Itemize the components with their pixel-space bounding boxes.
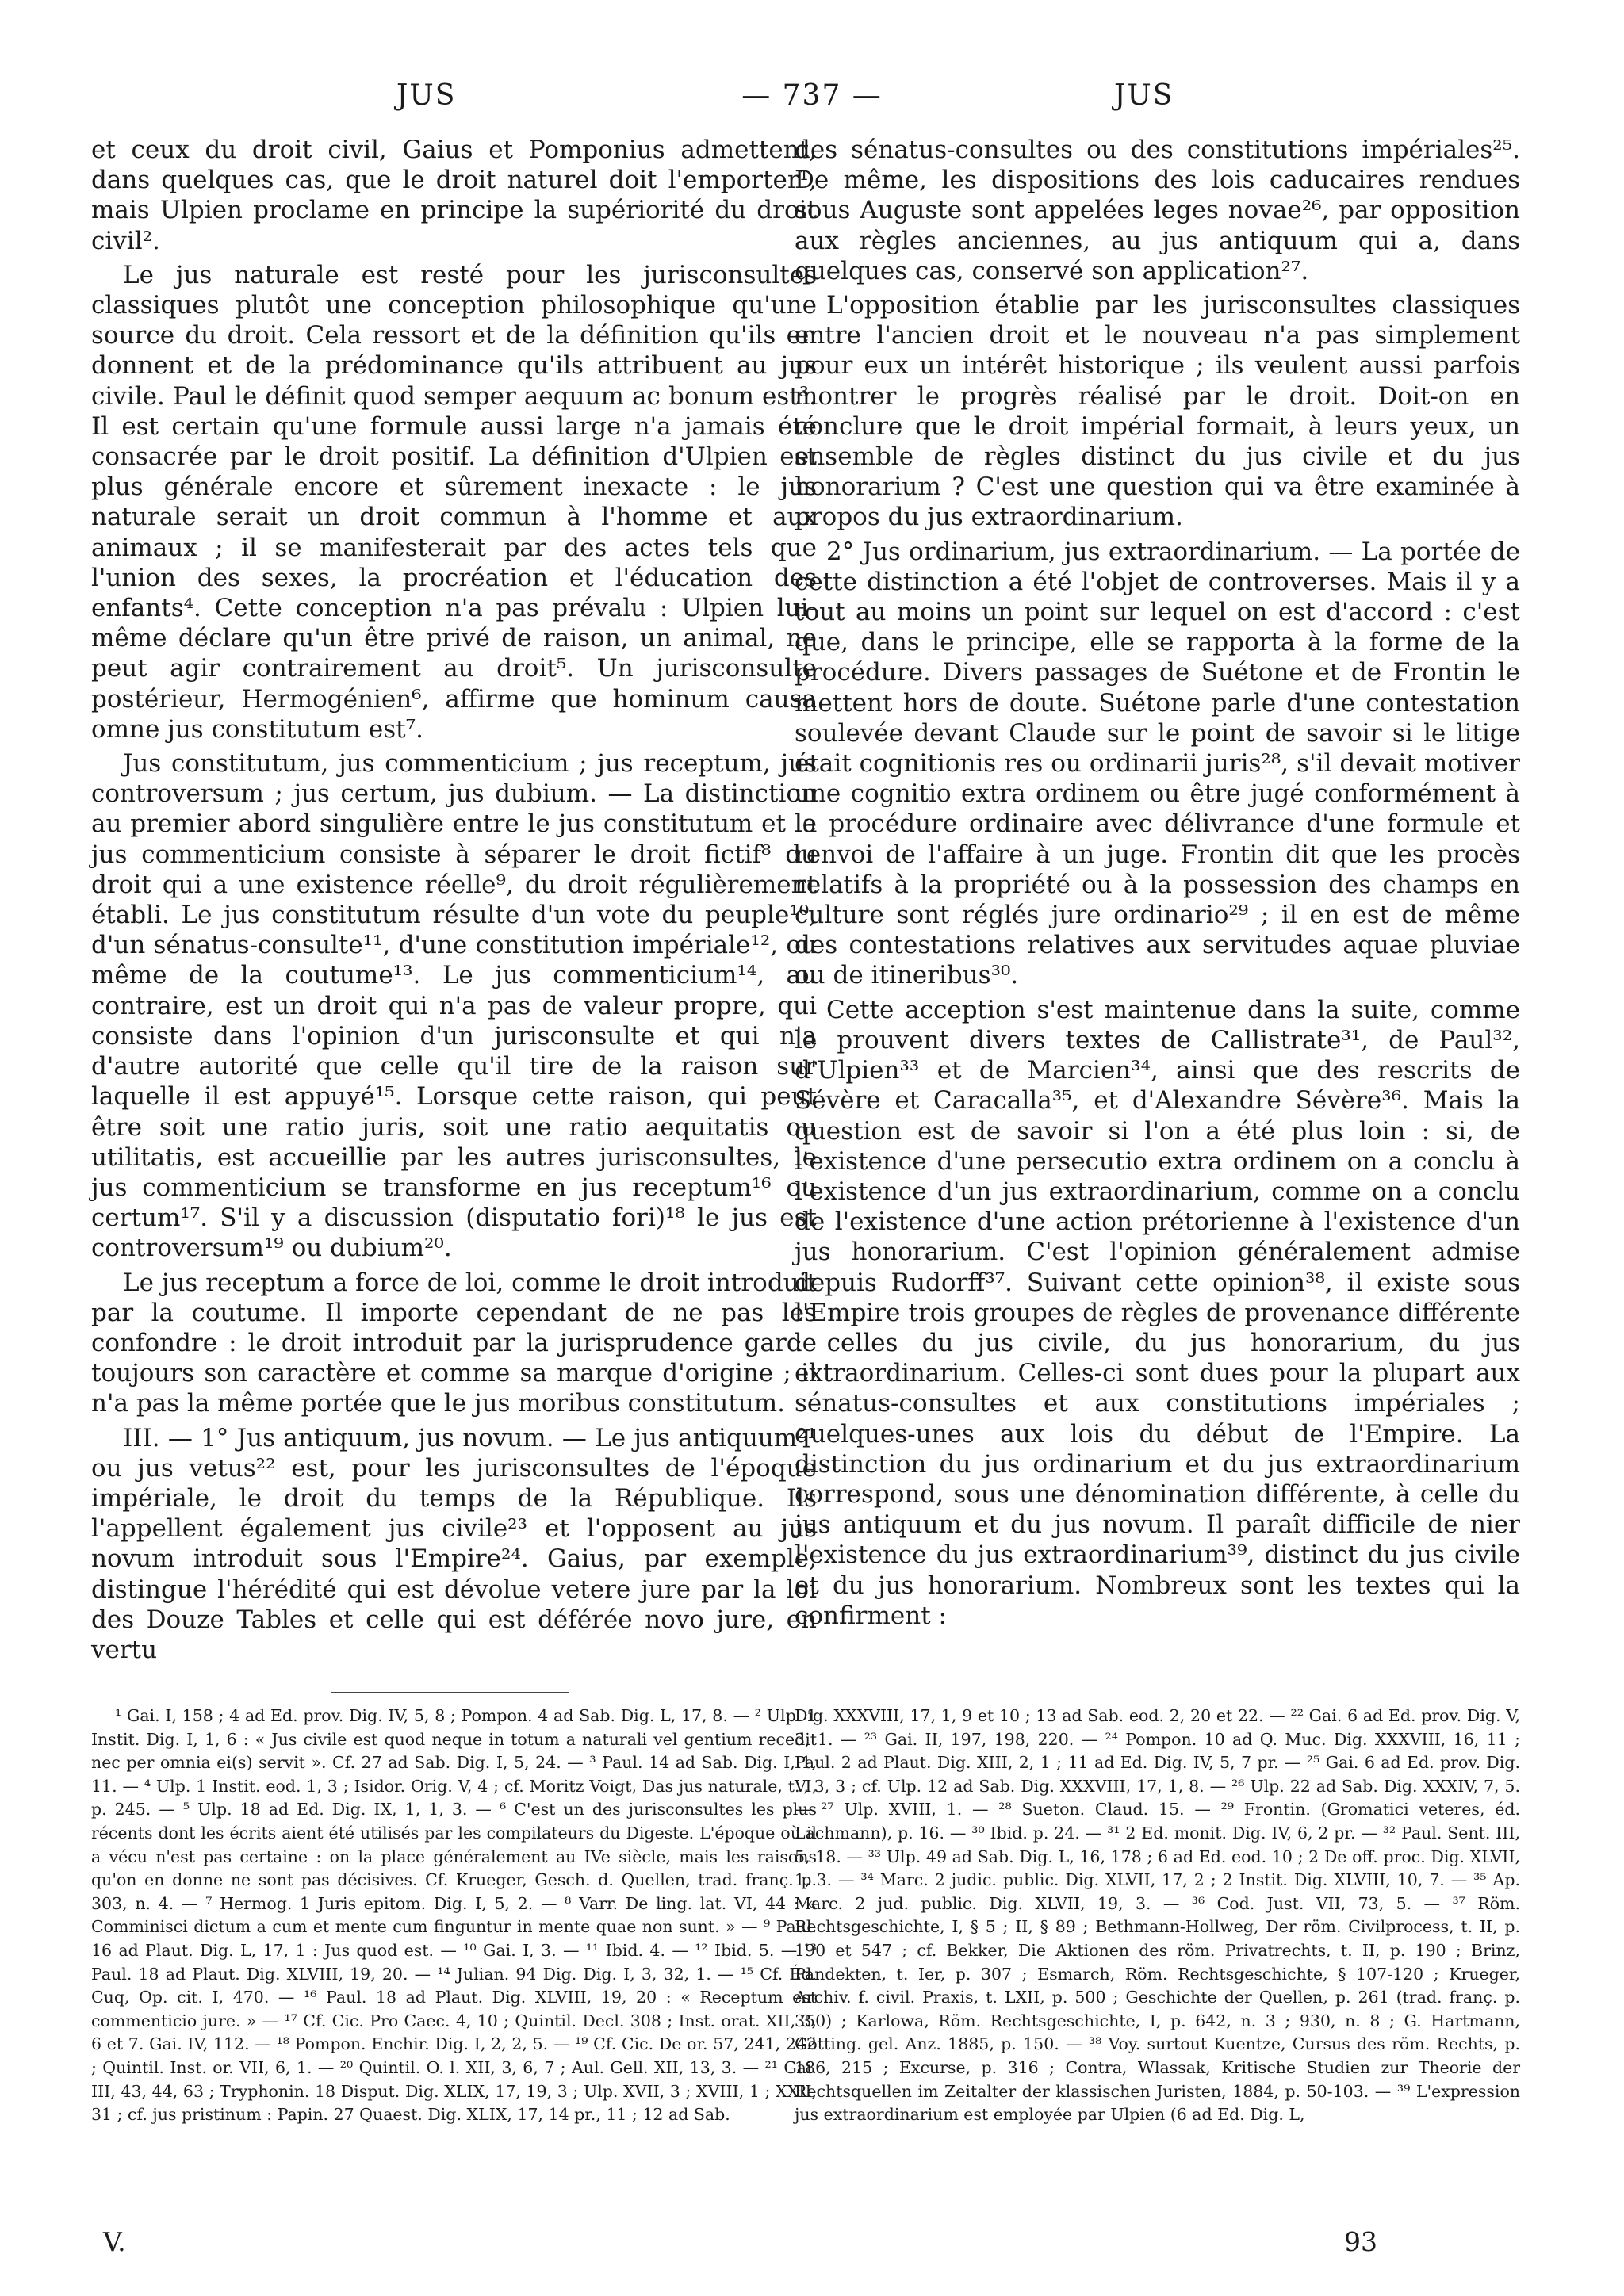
page-number: — 737 — bbox=[741, 79, 883, 112]
footnote-rule bbox=[331, 1692, 569, 1693]
sheet-number: 93 bbox=[1344, 2226, 1377, 2257]
left-paragraph-4: Le jus receptum a force de loi, comme le droit introduit par la coutume. Il importe cependant de ne pas les confondre : le droit introduit par la jurisprudence garde toujours son caractère et comme sa marque d'origine ; il n'a pas la même portée que le jus moribus constitutum. bbox=[91, 1268, 817, 1418]
running-head-right: JUS bbox=[1114, 79, 1174, 112]
right-column bbox=[795, 135, 1520, 1631]
running-head-left: JUS bbox=[396, 79, 457, 112]
footnotes-left-text: ¹ Gai. I, 158 ; 4 ad Ed. prov. Dig. IV, 5, 8 ; Pompon. 4 ad Sab. Dig. L, 17, 8. — ² Ulp. 1 Instit. Dig. I, 1, 6 : « Jus civile est quod neque in totum a naturali vel gentium recedit nec per omnia ei(s) servit ». Cf. 27 ad Sab. Dig. I, 5, 24. — ³ Paul. 14 ad Sab. Dig. I, 1, 11. — ⁴ Ulp. 1 Instit. eod. 1, 3 ; Isidor. Orig. V, 4 ; cf. Moritz Voigt, Das jus naturale, t. I, p. 245. — ⁵ Ulp. 18 ad Ed. Dig. IX, 1, 1, 3. — ⁶ C'est un des jurisconsultes les plus récents dont les écrits aient été utilisés par les compilateurs du Digeste. L'époque où il a vécu n'est pas certaine : on la place généralement au IVe siècle, mais les raisons qu'on en donne ne sont pas décisives. Cf. Krueger, Gesch. d. Quellen, trad. franç. p. 303, n. 4. — ⁷ Hermog. 1 Juris epitom. Dig. I, 5, 2. — ⁸ Varr. De ling. lat. VI, 44 : « Comminisci dictum a cum et mente cum finguntur in mente quae non sunt. » — ⁹ Paul. 16 ad Plaut. Dig. L, 17, 1 : Jus quod est. — ¹⁰ Gai. I, 3. — ¹¹ Ibid. 4. — ¹² Ibid. 5. — ¹³ Paul. 18 ad Plaut. Dig. XLVIII, 19, 20. — ¹⁴ Julian. 94 Dig. Dig. I, 3, 32, 1. — ¹⁵ Cf. Éd. Cuq, Op. cit. I, 470. — ¹⁶ Paul. 18 ad Plaut. Dig. XLVIII, 19, 20 : « Receptum est commenticio jure. » — ¹⁷ Cf. Cic. Pro Caec. 4, 10 ; Quintil. Decl. 308 ; Inst. orat. XII, 3, 6 et 7. Gai. IV, 112. — ¹⁸ Pompon. Enchir. Dig. I, 2, 2, 5. — ¹⁹ Cf. Cic. De or. 57, 241, 242 ; Quintil. Inst. or. VII, 6, 1. — ²⁰ Quintil. O. l. XII, 3, 6, 7 ; Aul. Gell. XII, 13, 3. — ²¹ Gai. III, 43, 44, 63 ; Tryphonin. 18 Disput. Dig. XLIX, 17, 19, 3 ; Ulp. XVII, 3 ; XVIII, 1 ; XXII, 31 ; cf. jus pristinum : Papin. 27 Quaest. Dig. XLIX, 17, 14 pr., 11 ; 12 ad Sab. bbox=[91, 1706, 817, 2125]
footnotes-right bbox=[795, 1705, 1520, 2127]
left-paragraph-3: Jus constitutum, jus commenticium ; jus receptum, jus controversum ; jus certum, jus dubium. — La distinction au premier abord singulière entre le jus constitutum et le jus commenticium consiste à séparer le droit fictif⁸ du droit qui a une existence réelle⁹, du droit régulièrement établi. Le jus constitutum résulte d'un vote du peuple¹⁰, d'un sénatus-consulte¹¹, d'une constitution impériale¹², ou même de la coutume¹³. Le jus commenticium¹⁴, au contraire, est un droit qui n'a pas de valeur propre, qui consiste dans l'opinion d'un jurisconsulte et qui n'a d'autre autorité que celle qu'il tire de la raison sur laquelle il est appuyé¹⁵. Lorsque cette raison, qui peut être soit une ratio juris, soit une ratio aequitatis ou utilitatis, est accueillie par les autres jurisconsultes, le jus commenticium se transforme en jus receptum¹⁶ ou certum¹⁷. S'il y a discussion (disputatio fori)¹⁸ le jus est controversum¹⁹ ou dubium²⁰. bbox=[91, 749, 817, 1263]
left-paragraph-2: Le jus naturale est resté pour les jurisconsultes classiques plutôt une conception philosophique qu'une source du droit. Cela ressort et de la définition qu'ils en donnent et de la prédominance qu'ils attribuent au jus civile. Paul le définit quod semper aequum ac bonum est³. Il est certain qu'une formule aussi large n'a jamais été consacrée par le droit positif. La définition d'Ulpien est plus générale encore et sûrement inexacte : le jus naturale serait un droit commun à l'homme et aux animaux ; il se manifesterait par des actes tels que l'union des sexes, la procréation et l'éducation des enfants⁴. Cette conception n'a pas prévalu : Ulpien lui-même déclare qu'un être privé de raison, un animal, ne peut agir contrairement au droit⁵. Un jurisconsulte postérieur, Hermogénien⁶, affirme que hominum causa omne jus constitutum est⁷. bbox=[91, 260, 817, 744]
footnotes-left bbox=[91, 1705, 817, 2127]
footnotes-right-text: Dig. XXXVIII, 17, 1, 9 et 10 ; 13 ad Sab. eod. 2, 20 et 22. — ²² Gai. 6 ad Ed. prov. Dig. V, 3, 1. — ²³ Gai. II, 197, 198, 220. — ²⁴ Pompon. 10 ad Q. Muc. Dig. XXXVIII, 16, 11 ; Paul. 2 ad Plaut. Dig. XIII, 2, 1 ; 11 ad Ed. Dig. IV, 5, 7 pr. — ²⁵ Gai. 6 ad Ed. prov. Dig. V, 3, 3 ; cf. Ulp. 12 ad Sab. Dig. XXXVIII, 17, 1, 8. — ²⁶ Ulp. 22 ad Sab. Dig. XXXIV, 7, 5. — ²⁷ Ulp. XVIII, 1. — ²⁸ Sueton. Claud. 15. — ²⁹ Frontin. (Gromatici veteres, éd. Lachmann), p. 16. — ³⁰ Ibid. p. 24. — ³¹ 2 Ed. monit. Dig. IV, 6, 2 pr. — ³² Paul. Sent. III, 5, 18. — ³³ Ulp. 49 ad Sab. Dig. L, 16, 178 ; 6 ad Ed. eod. 10 ; 2 De off. proc. Dig. XLVII, 1, 3. — ³⁴ Marc. 2 judic. public. Dig. XLVII, 17, 2 ; 2 Instit. Dig. XLVIII, 10, 7. — ³⁵ Ap. Marc. 2 jud. public. Dig. XLVII, 19, 3. — ³⁶ Cod. Just. VII, 73, 5. — ³⁷ Röm. Rechtsgeschichte, I, § 5 ; II, § 89 ; Bethmann-Hollweg, Der röm. Civilprocess, t. II, p. 190 et 547 ; cf. Bekker, Die Aktionen des röm. Privatrechts, t. II, p. 190 ; Brinz, Pandekten, t. Ier, p. 307 ; Esmarch, Röm. Rechtsgeschichte, § 107-120 ; Krueger, Archiv. f. civil. Praxis, t. LXII, p. 500 ; Geschichte der Quellen, p. 261 (trad. franç. p. 350) ; Karlowa, Röm. Rechtsgeschichte, I, p. 642, n. 3 ; 930, n. 8 ; G. Hartmann, Götting. gel. Anz. 1885, p. 150. — ³⁸ Voy. surtout Kuentze, Cursus des röm. Rechts, p. 186, 215 ; Excurse, p. 316 ; Contra, Wlassak, Kritische Studien zur Theorie der Rechtsquellen im Zeitalter der klassischen Juristen, 1884, p. 50-103. — ³⁹ L'expression jus extraordinarium est employée par Ulpien (6 ad Ed. Dig. L, bbox=[795, 1706, 1520, 2125]
left-paragraph-1: et ceux du droit civil, Gaius et Pomponius admettent, dans quelques cas, que le droit naturel doit l'emporter¹, mais Ulpien proclame en principe la supériorité du droit civil². bbox=[91, 136, 817, 255]
left-paragraph-5: III. — 1° Jus antiquum, jus novum. — Le jus antiquum²¹ ou jus vetus²² est, pour les jurisconsultes de l'époque impériale, le droit du temps de la République. Ils l'appellent également jus civile²³ et l'opposent au jus novum introduit sous l'Empire²⁴. Gaius, par exemple, distingue l'hérédité qui est dévolue vetere jure par la loi des Douze Tables et celle qui est déférée novo jure, en vertu bbox=[91, 1423, 817, 1664]
signature-mark: V. bbox=[103, 2226, 126, 2257]
right-paragraph-3: 2° Jus ordinarium, jus extraordinarium. — La portée de cette distinction a été l'objet de controverses. Mais il y a tout au moins un point sur lequel on est d'accord : c'est que, dans le principe, elle se rapporta à la forme de la procédure. Divers passages de Suétone et de Frontin le mettent hors de doute. Suétone parle d'une contestation soulevée devant Claude sur le point de savoir si le litige était cognitionis res ou ordinarii juris²⁸, s'il devait motiver une cognitio extra ordinem ou être jugé conformément à la procédure ordinaire avec délivrance d'une formule et renvoi de l'affaire à un juge. Frontin dit que les procès relatifs à la propriété ou à la possession des champs en culture sont réglés jure ordinario²⁹ ; il en est de même des contestations relatives aux servitudes aquae pluviae ou de itineribus³⁰. bbox=[795, 537, 1520, 990]
right-paragraph-4: Cette acception s'est maintenue dans la suite, comme le prouvent divers textes de Callistrate³¹, de Paul³², d'Ulpien³³ et de Marcien³⁴, ainsi que des rescrits de Sévère et Caracalla³⁵, et d'Alexandre Sévère³⁶. Mais la question est de savoir si l'on a été plus loin : si, de l'existence d'une persecutio extra ordinem on a conclu à l'existence d'un jus extraordinarium, comme on a conclu de l'existence d'une action prétorienne à l'existence d'un jus honorarium. C'est l'opinion généralement admise depuis Rudorff³⁷. Suivant cette opinion³⁸, il existe sous l'Empire trois groupes de règles de provenance différente : celles du jus civile, du jus honorarium, du jus extraordinarium. Celles-ci sont dues pour la plupart aux sénatus-consultes et aux constitutions impériales ; quelques-unes aux lois du début de l'Empire. La distinction du jus ordinarium et du jus extraordinarium correspond, sous une dénomination différente, à celle du jus antiquum et du jus novum. Il paraît difficile de nier l'existence du jus extraordinarium³⁹, distinct du jus civile et du jus honorarium. Nombreux sont les textes qui la confirment : bbox=[795, 995, 1520, 1630]
right-paragraph-2: L'opposition établie par les jurisconsultes classiques entre l'ancien droit et le nouveau n'a pas simplement pour eux un intérêt historique ; ils veulent aussi parfois montrer le progrès réalisé par le droit. Doit-on en conclure que le droit impérial formait, à leurs yeux, un ensemble de règles distinct du jus civile et du jus honorarium ? C'est une question qui va être examinée à propos du jus extraordinarium. bbox=[795, 291, 1520, 532]
left-column bbox=[91, 135, 817, 1665]
right-paragraph-1: des sénatus-consultes ou des constitutions impériales²⁵. De même, les dispositions des lois caducaires rendues sous Auguste sont appelées leges novae²⁶, par opposition aux règles anciennes, au jus antiquum qui a, dans quelques cas, conservé son application²⁷. bbox=[795, 136, 1520, 285]
